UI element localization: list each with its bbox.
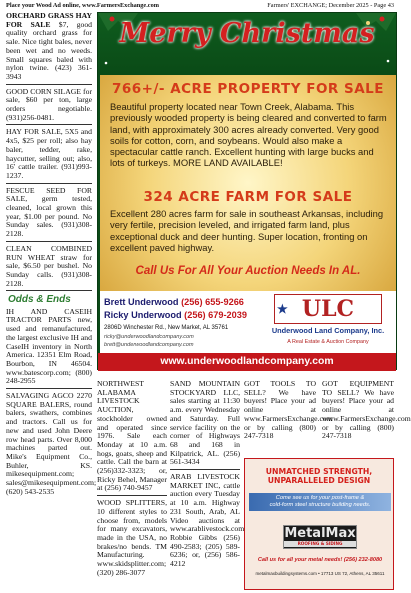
agent-ricky [104,310,247,320]
company-name: Underwood Land Company, Inc. [271,326,385,335]
email-ricky: ricky@underwoodlandcompany.com [104,334,194,340]
header-left: Place your Wood Ad online, www.FarmersExchange.com [6,2,159,9]
divider [97,495,167,496]
classified-wheat-straw: CLEAN COMBINED RUN WHEAT straw for sale, $6.50 per bushel. No Sunday calls. (931)308-2128. [6,243,92,288]
property-listings-panel [100,75,396,291]
listing-2-heading: 324 ACRE FARM FOR SALE [143,189,353,205]
classified-column-2 [97,380,167,578]
classified-body: $7, good quality orchard grass for sale. Nice tight bales, never been wet and no weeds. Small squares baled with nylon twine. (423) 361-3943 [6,19,92,81]
listing-1-heading: 766+/- ACRE PROPERTY FOR SALE [111,81,385,97]
divider [6,183,92,184]
classified-orchard-hay [6,12,92,82]
contact-panel [100,291,396,353]
classified-salvaging: SALVAGING AGCO 2270 SQUARE BALERS, round balers, swathers, combines and tractors. Call us for new and used John Deere row head parts. Over 8,000 machines parted out. Mike's Equipment Co., Buhler, KS. mikesequipment.com; sales@mikesequipment.com; (620) 543-2535 [6,391,97,496]
metalmax-headline [245,467,393,485]
classified-got-equipment: GOT EQUIPMENT TO SELL? We have buyers! Place your ad online at www.FarmersExchange.com or by calling (800) 247-7318 [322,379,411,441]
headline-line-2: UNPARALLELED DESIGN [267,476,371,486]
section-heading-odds-ends: Odds & Ends [8,294,71,306]
underwood-land-ad [97,12,397,370]
classified-wood-splitters: WOOD SPLITTERS, 10 different styles to choose from, models for many excavators, made in the USA, no brakes/no bends. TM Manufacturing. www.skidsplitter.com; (320) 286-3077 [97,498,167,577]
ulc-letters: ULC [301,296,355,322]
metalmax-address: metalmaxbuildingsystems.com • 17713 US 72, Athens, AL 35611 [255,571,385,576]
tagline-line-1: Come see us for your post-frame & [275,495,365,501]
metalmax-tagline-bar [249,493,391,511]
divider [6,84,92,85]
classified-fescue: FESCUE SEED FOR SALE, germ tested, cleaned, local grown this year, $1.00 per pound. No Sunday sales. (931)308-2128. [6,185,92,239]
christmas-banner [98,13,396,75]
agent-phone: (256) 655-9266 [181,297,244,307]
ad-title: Merry Christmas [119,18,375,49]
headline-line-1: UNMATCHED STRENGTH, [265,467,373,476]
ulc-logo [264,294,392,350]
divider [6,241,92,242]
star-icon: ★ [277,302,288,316]
classified-hay: HAY FOR SALE, 5X5 and 4x5, $25 per roll; also hay baler, tedder, rake, haycutter, selling out; also, 16' cattle trailer. (931)993-1237. [6,127,92,180]
listing-1-description: Beautiful property located near Town Creek, Alabama. This previously wooded property is being cleared and converted to farm land, with approximately 300 acres already converted. Very good soils for cotton, corn, and soybeans. Would also make a spectacular cattle ranch. Excellent hunting with large bucks and lots of turkeys. MORE LAND AVAILABLE! [110,101,387,169]
logo-text: MetalMax [284,526,356,541]
metalmax-call: Call us for all your metal needs! (256) 232-8080 [257,557,383,563]
classified-ih-parts: IH AND CASEIH TRACTOR PARTS new, used and remanufactured, the largest exclusive IH and CaseIH inventory in North America. 12351 Elm Road, Bourbon, IN 46504. www.batescorp.com; (800) 248-2955 [6,306,92,386]
metalmax-ad [244,458,394,590]
classified-nw-alabama-livestock: NORTHWEST ALABAMA LIVESTOCK AUCTION, stockholder owned and operated since 1976. Sale each Monday at 10 a.m. hogs, goats, sheep and cattle. Call the barn at (256)332-3323; or, Ricky Behel, Manager at (256) 740-9457 [97,379,167,493]
ulc-monogram [274,294,382,324]
email-brett: brett@underwoodlandcompany.com [104,342,194,348]
classified-sand-mountain: SAND MOUNTAIN STOCKYARD LLC, sales starting at 11:30 a.m. every Wednesday and Saturday. Full service facility on the corner of Highways 68 and 168 in Kilpatrick, AL. (256) 561-3434 [170,379,240,467]
listing-2-description: Excellent 280 acres farm for sale in southeast Arkansas, including very fertile, precision leveled, and irrigated farm land, plus exceptional duck and deer hunting. Super location, fronting on excellent paved highway. [110,208,384,253]
classified-column-1 [6,11,97,497]
divider [6,124,92,125]
agent-brett [104,297,244,307]
divider [6,290,92,291]
agent-phone: (256) 679-2039 [184,310,247,320]
classified-column-4 [244,379,333,442]
company-tagline: A Real Estate & Auction Company [287,339,369,345]
agent-name: Brett Underwood [104,297,179,307]
office-address: 2806D Winchester Rd., New Market, AL 35761 [104,325,229,331]
classified-column-5 [322,379,411,442]
classified-arab-livestock: ARAB LIVESTOCK MARKET INC, cattle auction every Tuesday at 10 a.m. Highway 231 South, Arab, AL Video auctions at www.arablivestock.com Robbie Gibbs (256) 490-2583; (205) 589-6236; or, (256) 586-4212 [170,472,245,569]
tagline-line-2: cold-form steel structure building needs. [269,501,371,508]
auction-call-to-action: Call Us For All Your Auction Needs In AL. [135,265,361,277]
agent-name: Ricky Underwood [104,310,182,320]
metalmax-logo [283,525,357,549]
header-right: Farmers' EXCHANGE; December 2025 - Page 43 [267,2,394,9]
classified-got-tools: GOT TOOLS TO SELL? We have buyers! Place your ad online at www.FarmersExchange.com or by calling (800) 247-7318 [244,379,333,441]
classified-column-3 [170,379,245,570]
divider [6,388,92,389]
classified-heading: ORCHARD GRASS HAY FOR SALE [6,11,92,29]
company-website: www.underwoodlandcompany.com [98,353,396,371]
divider [170,469,240,470]
classified-corn-silage: GOOD CORN SILAGE for sale, $60 per ton, large orders negotiable. (931)256-0481. [6,86,92,122]
logo-subtitle: ROOFING & SIDING [284,541,356,547]
